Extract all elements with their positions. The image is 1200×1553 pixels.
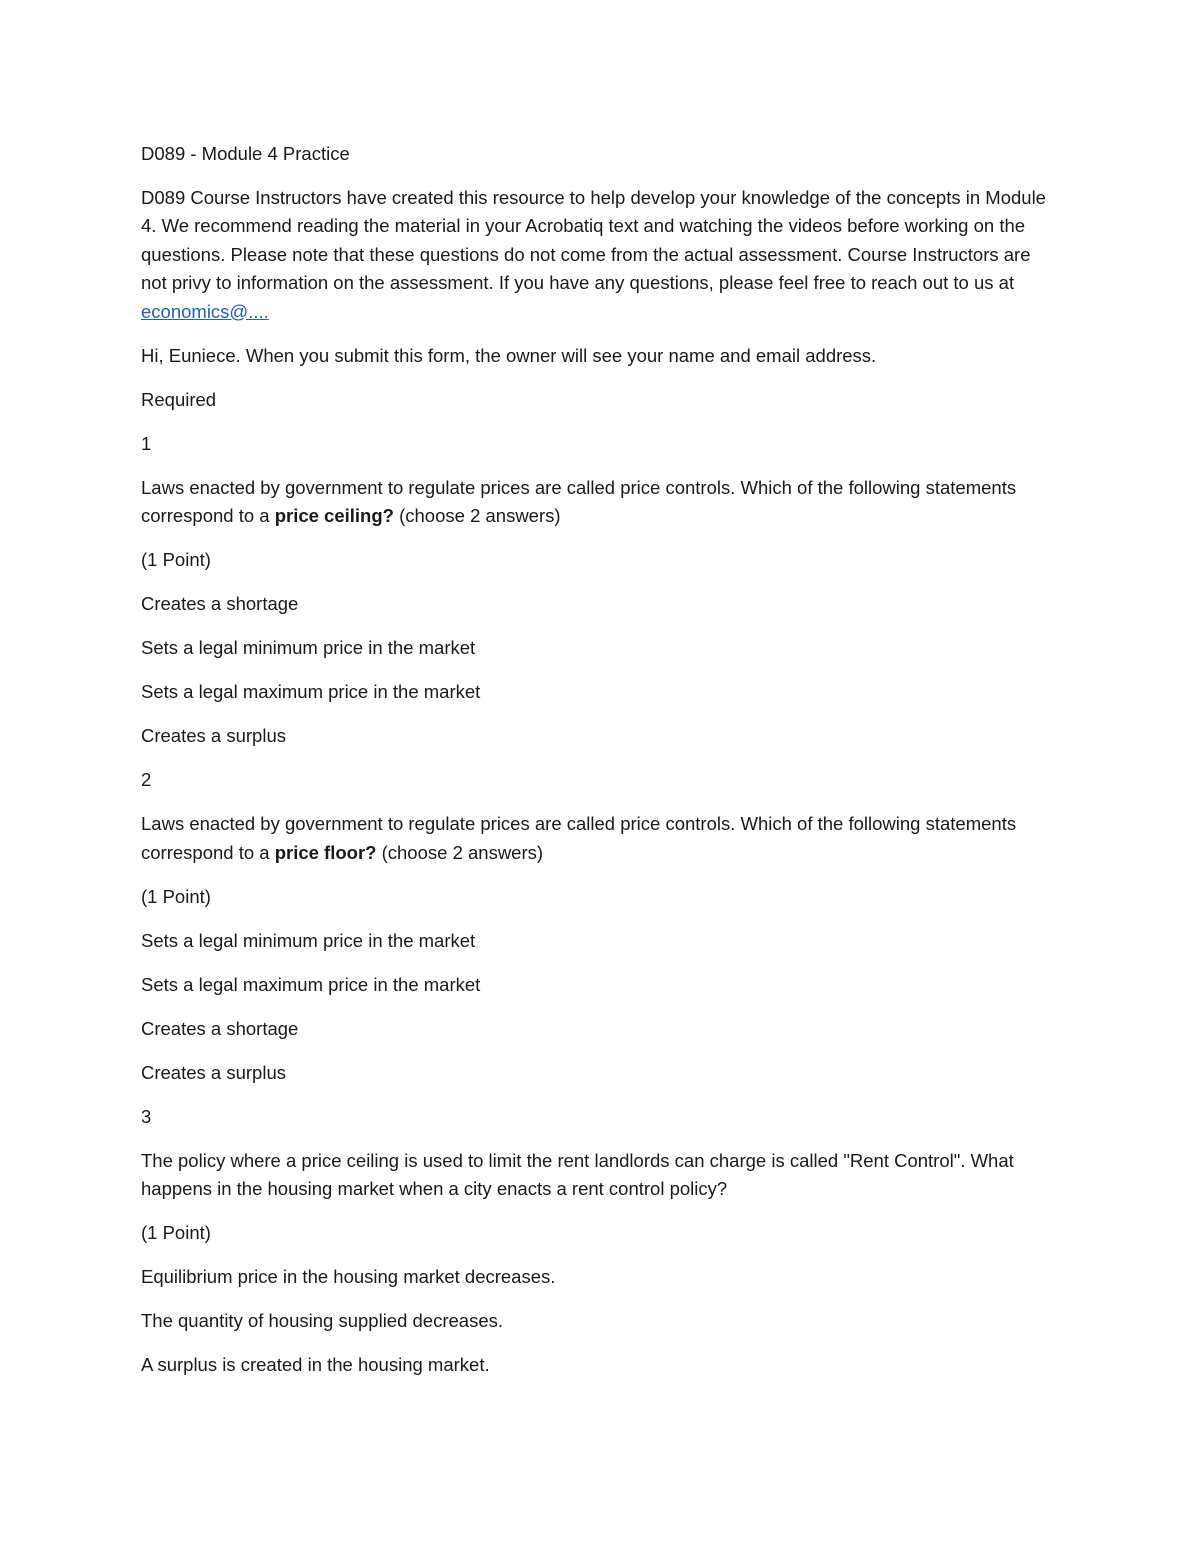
answer-option[interactable]: The quantity of housing supplied decreases. xyxy=(141,1310,504,1331)
answer-option[interactable]: Creates a surplus xyxy=(141,725,286,746)
intro-paragraph xyxy=(141,184,1051,327)
answer-option[interactable]: Sets a legal maximum price in the market xyxy=(141,973,481,995)
question-points: (1 Point) xyxy=(141,1222,211,1243)
question-text-bold: price ceiling? xyxy=(274,505,394,526)
answer-option[interactable]: Creates a shortage xyxy=(141,1017,299,1039)
document-title: D089 - Module 4 Practice xyxy=(141,143,350,164)
question-number: 3 xyxy=(141,1105,152,1127)
question-points: (1 Point) xyxy=(141,885,211,907)
answer-option[interactable]: Equilibrium price in the housing market decreases. xyxy=(141,1266,556,1287)
question-text-bold: price floor? xyxy=(274,841,377,863)
answer-option[interactable]: A surplus is created in the housing market. xyxy=(141,1354,490,1375)
greeting-text: Hi, Euniece. When you submit this form, the owner will see your name and email address. xyxy=(141,344,877,366)
intro-text: D089 Course Instructors have created this resource to help develop your knowledge of the concepts in Module 4. We recommend reading the material in your Acrobatiq text and watching the videos before working on the questions. Please note that these questions do not come from the actual assessment. Course Instructors are not privy to information on the assessment. If you have any questions, please feel free to reach out to us at xyxy=(141,186,1046,293)
question-number: 2 xyxy=(141,769,152,790)
answer-option[interactable]: Creates a surplus xyxy=(141,1061,286,1083)
question-text-part: Laws enacted by government to regulate prices are called price controls. Which of the following statements correspond to a xyxy=(141,813,1017,863)
document-page xyxy=(141,140,1051,1395)
question-points: (1 Point) xyxy=(141,549,211,570)
question-text-part: Laws enacted by government to regulate prices are called price controls. Which of the following statements correspond to a xyxy=(141,476,1017,526)
answer-option[interactable]: Sets a legal minimum price in the market xyxy=(141,929,476,951)
question-text xyxy=(141,474,1051,531)
question-text xyxy=(141,810,1051,867)
email-link[interactable]: economics@.... xyxy=(141,300,269,322)
required-label: Required xyxy=(141,388,217,410)
question-text-part: (choose 2 answers) xyxy=(393,505,561,526)
question-number: 1 xyxy=(141,432,152,454)
answer-option[interactable]: Sets a legal minimum price in the market xyxy=(141,637,476,658)
question-text: The policy where a price ceiling is used to limit the rent landlords can charge is called "Rent Control". What happens in the housing market when a city enacts a rent control policy? xyxy=(141,1149,1014,1199)
answer-option[interactable]: Sets a legal maximum price in the market xyxy=(141,681,481,702)
question-text-part: (choose 2 answers) xyxy=(376,841,544,863)
answer-option[interactable]: Creates a shortage xyxy=(141,593,299,614)
